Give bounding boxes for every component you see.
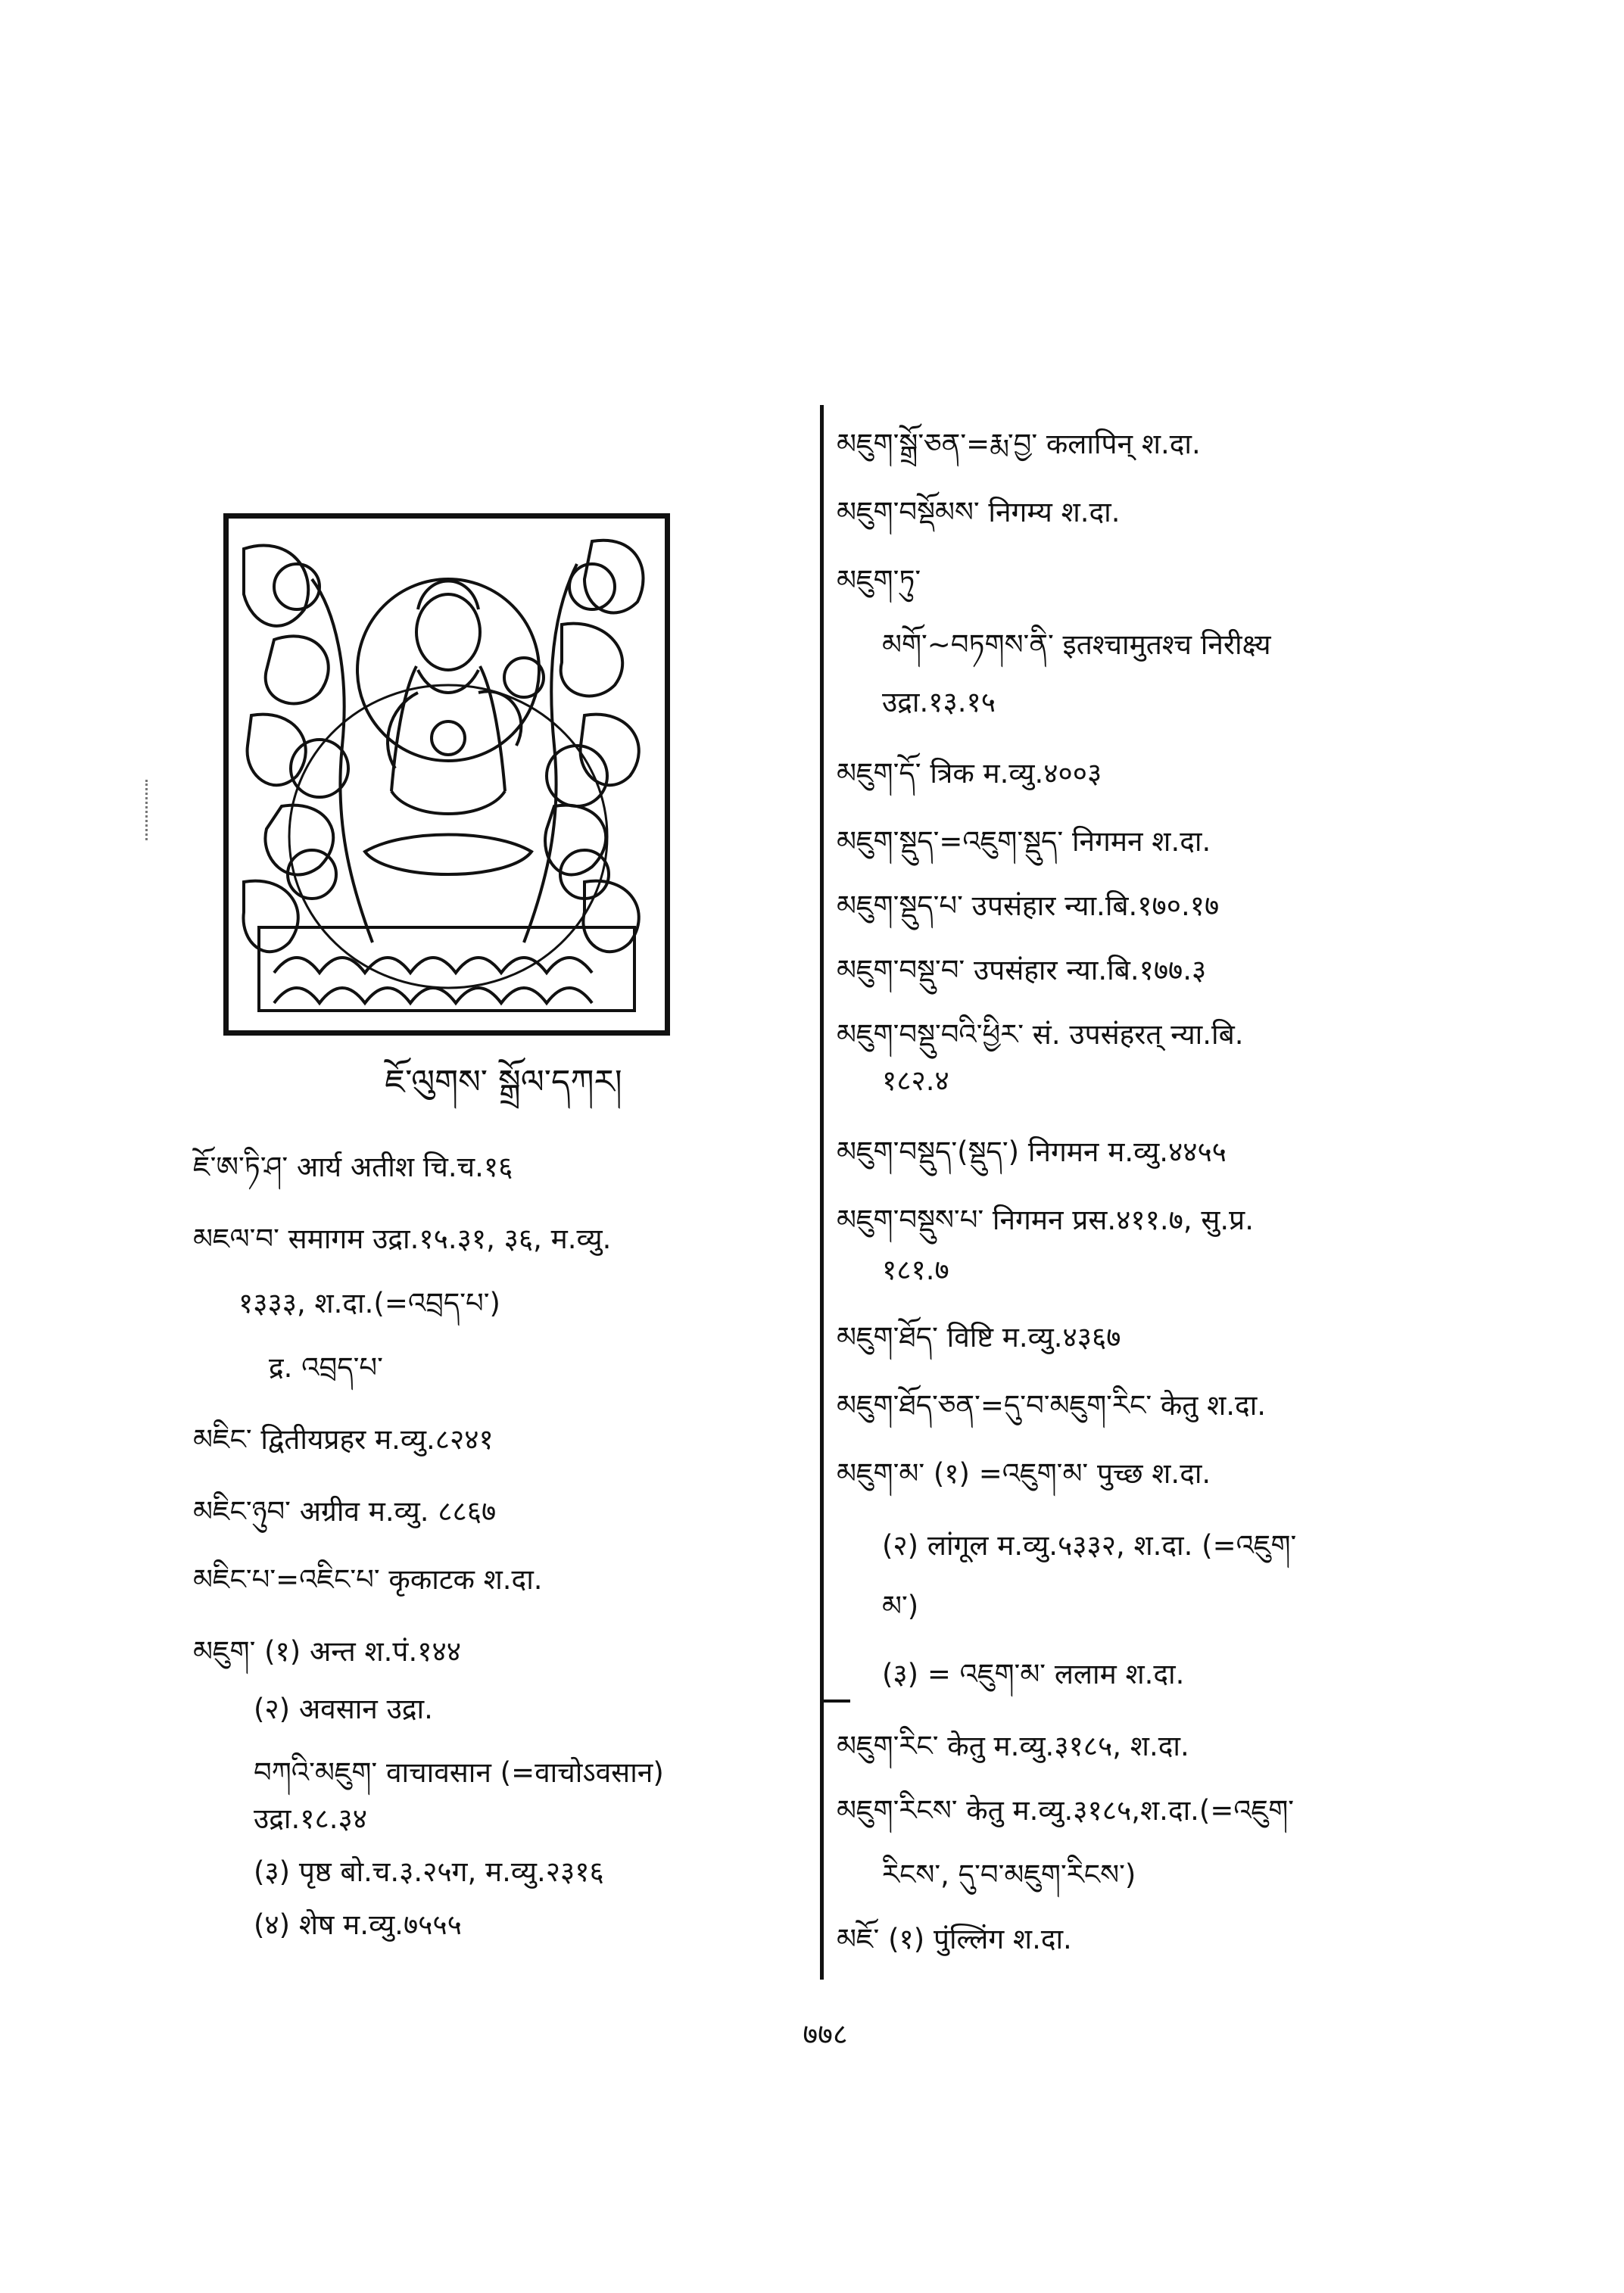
entry: མཇུག་ཐོད་ विष्टि म.व्यु.४३६७ (837, 1321, 1121, 1354)
entry: མཇུག་མ་ (१) =འཇུག་མ་ पुच्छ श.दा. (837, 1457, 1211, 1490)
entry-sense: (२) अवसान उद्रा. (254, 1693, 433, 1725)
entry: ཇོ་ཨ་ཏི་ཤ་ आर्य अतीश चि.च.१६ (193, 1151, 513, 1183)
entry: མཇོ་ (१) पुंल्लिंग श.दा. (837, 1923, 1072, 1955)
tara-illustration (223, 513, 670, 1036)
entry: མཇུག་བསྡུས་པ་ निगमन प्रस.४११.७, सु.प्र. (837, 1204, 1254, 1236)
entry-sense: (३) पृष्ठ बो.च.३.२५ग, म.व्यु.२३१६ (254, 1855, 604, 1888)
entry: མཇུག་ཏུ་ (837, 564, 921, 597)
entry: མཇིང་པ་=འཇིང་པ་ कृकाटक श.दा. (193, 1563, 543, 1596)
entry-continuation: उद्रा.१८.३४ (254, 1802, 367, 1835)
entry: མཇལ་བ་ समागम उद्रा.१५.३१, ३६, म.व्यु. (193, 1223, 612, 1255)
entry-sense: (३) = འཇུག་མ་ ललाम श.दा. (882, 1658, 1185, 1690)
entry-sense: བཀའི་མཇུག་ वाचावसान (=वाचोऽवसान) (254, 1756, 664, 1789)
entry: མཇིང་ द्वितीयप्रहर म.व्यु.८२४१ (193, 1423, 494, 1456)
entry: མཇུག་དོ་ त्रिक म.व्यु.४००३ (837, 757, 1102, 790)
entry-sense: (४) शेष म.व्यु.७५५५ (254, 1908, 462, 1941)
entry-continuation: १८२.४ (882, 1064, 949, 1097)
entry-continuation: རིངས་, དུ་བ་མཇུག་རིངས་) (882, 1858, 1136, 1891)
entry-sense: མགོ་~བཏགས་ནི་ इतश्चामुतश्च निरीक्ष्य (882, 628, 1271, 661)
entry: མཇུག་རིངས་ केतु म.व्यु.३१८५,श.दा.(=འཇུག་ (837, 1794, 1295, 1827)
right-column (837, 413, 1518, 1980)
entry: མཇིང་ཉུབ་ अग्रीव म.व्यु. ८८६७ (193, 1495, 497, 1528)
entry-sense: (२) लांगूल म.व्यु.५३३२, श.दा. (=འཇུག་ (882, 1529, 1297, 1562)
figure-caption: ཇོ་ལུགས་ སྒྲོལ་དཀར། (385, 1063, 622, 1101)
entry: མཇུག་སྡུད་=འཇུག་སྡུད་ निगमन श.दा. (837, 825, 1211, 858)
entry: མཇུག་བསྡུ་བའི་ཕྱིར་ सं. उपसंहरत् न्या.बि. (837, 1018, 1244, 1051)
entry: མཇུག་བསྡོམས་ निगम्य श.दा. (837, 496, 1121, 528)
entry: མཇུག་རིང་ केतु म.व्यु.३१८५, श.दा. (837, 1730, 1189, 1762)
entry: མཇུག་བསྡུད་(སྡུད་) निगमन म.व्यु.४४५५ (837, 1136, 1227, 1168)
entry: མཇུག་ (१) अन्त श.पं.१४४ (193, 1635, 461, 1668)
entry: མཇུག་བསྡུ་བ་ उपसंहार न्या.बि.१७७.३ (837, 954, 1207, 986)
entry-cross-reference: द्र. འབྲད་པ་ (269, 1351, 383, 1384)
margin-mark (145, 780, 151, 840)
entry-continuation: उद्रा.१३.१५ (882, 686, 996, 718)
entry-continuation: མ་) (882, 1590, 919, 1622)
left-column (193, 1136, 806, 1968)
column-divider (820, 405, 824, 1980)
entry: མཇུག་སྡུད་པ་ उपसंहार न्या.बि.१७०.१७ (837, 889, 1220, 922)
page-number: ७७८ (803, 2017, 848, 2051)
entry-continuation: १८१.७ (882, 1254, 949, 1286)
entry: མཇུག་སྒྲོ་ཅན་=རྨ་བྱ་ कलापिन् श.दा. (837, 428, 1201, 460)
entry-continuation: १३३३, श.दा.(=འབྲད་པ་) (238, 1287, 500, 1319)
entry: མཇུག་ཐོད་ཅན་=དུ་བ་མཇུག་རིང་ केतु श.दा. (837, 1389, 1267, 1422)
